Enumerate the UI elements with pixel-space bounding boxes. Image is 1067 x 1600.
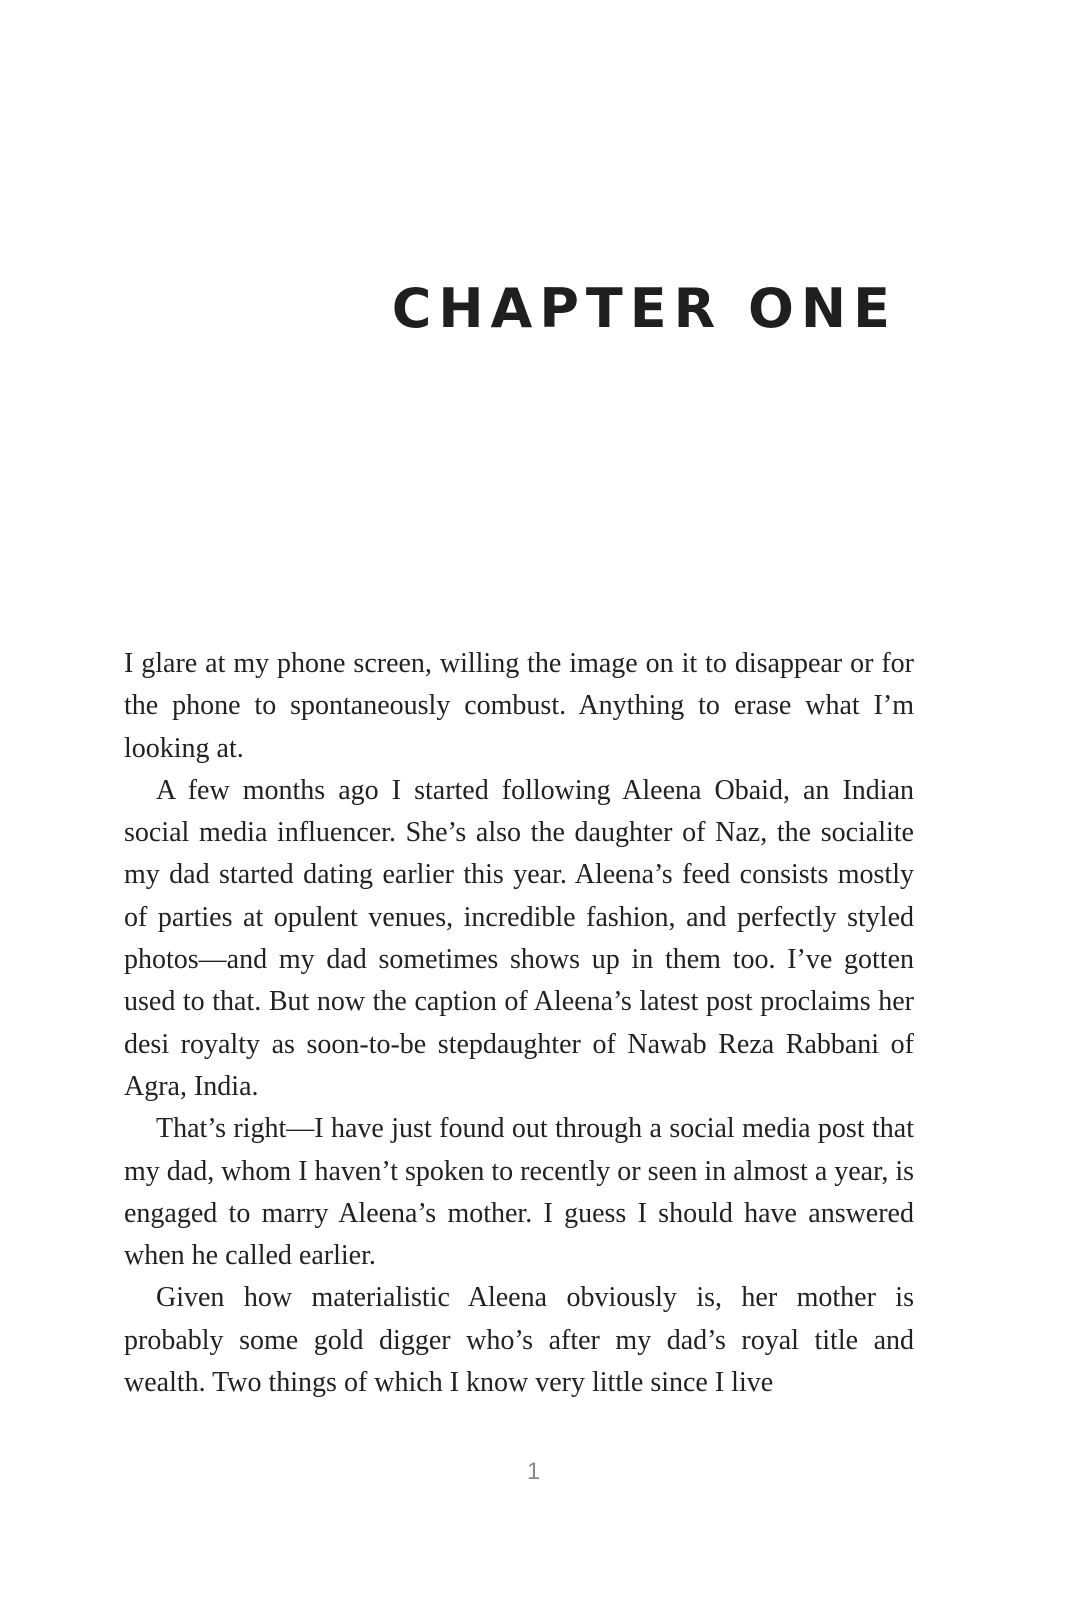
chapter-body-text: [124, 643, 914, 1404]
chapter-heading: CHAPTER ONE: [391, 277, 897, 340]
page-number: 1: [526, 1458, 541, 1485]
paragraph-3: That’s right—I have just found out through a social media post that my dad, whom I haven’t spoken to recently or seen in almost a year, is engaged to marry Aleena’s mother. I guess I should have answered when he called earlier.: [124, 1113, 914, 1272]
paragraph-1: I glare at my phone screen, willing the image on it to disappear or for the phone to spontaneously combust. Anything to erase what I’m looking at.: [124, 648, 914, 764]
paragraph-4: Given how materialistic Aleena obviously is, her mother is probably some gold digger who’s after my dad’s royal title and wealth. Two things of which I know very little since I live: [124, 1282, 914, 1399]
paragraph-2: A few months ago I started following Aleena Obaid, an Indian social media influencer. She’s also the daughter of Naz, the socialite my dad started dating earlier this year. Aleena’s feed consists mostly of parties at opulent venues, incredible fashion, and perfectly styled photos—and my dad sometimes shows up in them too. I’ve gotten used to that. But now the caption of Aleena’s latest post proclaims her desi royalty as soon-to-be stepdaughter of Nawab Reza Rabbani of Agra, India.: [124, 774, 914, 1102]
